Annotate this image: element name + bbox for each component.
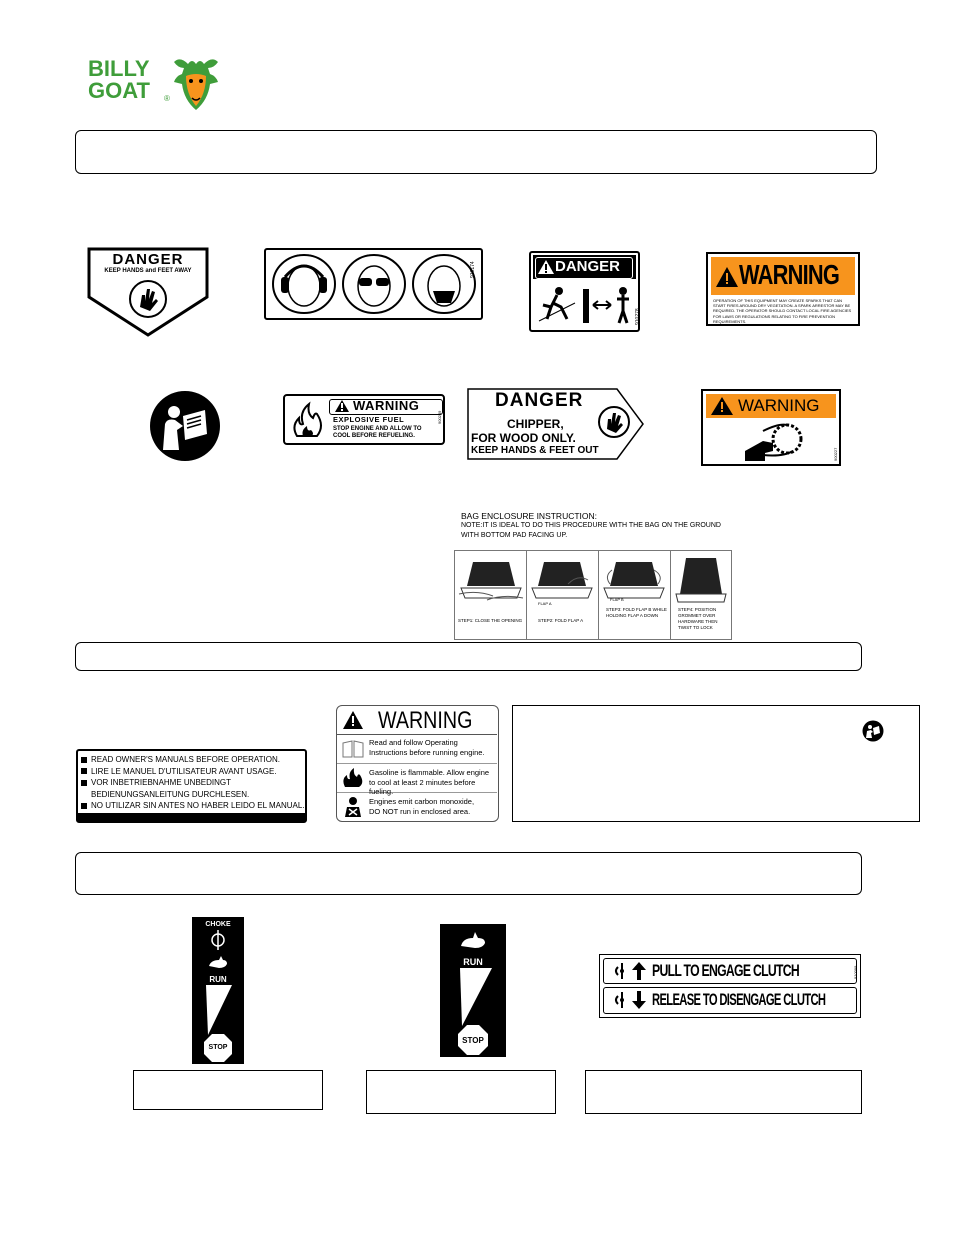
- clutch-lever-icon: [612, 990, 628, 1010]
- warning-fuel-line1: EXPLOSIVE FUEL: [333, 415, 405, 424]
- goat-head-icon: [170, 54, 222, 114]
- person-falling-icon: [537, 285, 577, 325]
- danger-chipper-line2: FOR WOOD ONLY.: [471, 431, 576, 445]
- eye-protection-icon: [341, 253, 407, 315]
- bag-step-3-caption: STEP3: FOLD FLAP B WHILE HOLDING FLAP A DOWN: [606, 607, 667, 618]
- warning-fuel-title: WARNING: [353, 398, 420, 413]
- throttle-label-1: [192, 917, 244, 1064]
- warning-chain-title: WARNING: [738, 396, 820, 415]
- read-manuals-footer-bar: [78, 813, 305, 821]
- read-manuals-lines: [81, 754, 303, 812]
- clutch-label: [599, 954, 861, 1018]
- bag-instruction-title: BAG ENCLOSURE INSTRUCTION:: [461, 511, 598, 521]
- billy-goat-logo: [88, 58, 228, 114]
- bag-step-2: [526, 551, 599, 639]
- clutch-lever-icon: [612, 961, 628, 981]
- carbon-monoxide-icon: [341, 795, 365, 819]
- engine-warning-title: WARNING: [378, 707, 473, 734]
- warning-chain-label: [701, 389, 841, 466]
- rabbit-fast-icon: [459, 930, 487, 950]
- engine-warning-row-1: [337, 735, 497, 764]
- read-manuals-line: [81, 789, 303, 801]
- danger-hands-label: [87, 247, 209, 337]
- danger-chipper-line1: CHIPPER,: [507, 417, 564, 431]
- read-manuals-line-text: BEDIENUNGSANLEITUNG DURCHLESEN.: [91, 789, 250, 799]
- danger-distance-code: 910278: [635, 308, 641, 325]
- alert-triangle-icon: [335, 400, 349, 412]
- engine-warning-row-3-l2: DO NOT run in enclosed area.: [369, 807, 471, 816]
- clutch-disengage-text: RELEASE TO DISENGAGE CLUTCH: [652, 990, 826, 1009]
- rabbit-fast-icon: [207, 954, 229, 970]
- warning-sparks-label: [706, 252, 860, 326]
- read-manuals-line-text: READ OWNER'S MANUALS BEFORE OPERATION.: [91, 755, 280, 764]
- arrow-down-icon: [632, 991, 646, 1009]
- throttle1-run: RUN: [209, 975, 227, 984]
- warning-fuel-label: [283, 394, 445, 445]
- engine-warning-row-1-l1: Read and follow Operating: [369, 738, 458, 747]
- throttle-wedge-icon: [456, 968, 496, 1026]
- danger-distance-label: [529, 251, 640, 332]
- section-header-3: [75, 852, 862, 895]
- bag-step-2-drawing: [528, 554, 596, 604]
- bag-step-1-drawing: [457, 554, 525, 604]
- bag-step-3-flap: FLAP B: [610, 597, 624, 602]
- ear-protection-icon: [271, 253, 337, 315]
- danger-chipper-line3: KEEP HANDS & FEET OUT: [471, 445, 599, 456]
- flame-icon: [341, 767, 365, 789]
- bag-steps-panel: [454, 550, 732, 640]
- warning-sparks-title: WARNING: [739, 259, 840, 290]
- bag-step-4: [670, 551, 732, 639]
- section-header-2: [75, 642, 862, 671]
- engine-warning-row-1-l2: Instructions before running engine.: [369, 748, 485, 757]
- bag-step-1: [455, 551, 527, 639]
- alert-triangle-icon: [538, 260, 554, 274]
- bullet-square-icon: [81, 768, 87, 774]
- danger-chipper-title: DANGER: [495, 390, 584, 411]
- flame-icon: [289, 400, 325, 440]
- read-manuals-line: [81, 777, 303, 789]
- warning-fuel-line2: STOP ENGINE AND ALLOW TO: [333, 426, 422, 432]
- read-manuals-line: [81, 754, 303, 766]
- clutch-engage-row: [603, 958, 857, 984]
- logo-line1: BILLY: [88, 56, 150, 81]
- engine-warning-row-2-l2: to cool at least 2 minutes before fueling.: [369, 778, 476, 796]
- hand-hazard-icon: [128, 279, 168, 319]
- read-manuals-line: [81, 766, 303, 778]
- clutch-disengage-row: [603, 987, 857, 1014]
- read-manuals-line: [81, 800, 303, 812]
- chain-entanglement-icon: [743, 421, 803, 463]
- ppe-code: 910174: [470, 261, 476, 278]
- read-manual-icon: [862, 720, 884, 742]
- alert-triangle-icon: [711, 397, 733, 415]
- hand-hazard-icon: [597, 405, 631, 439]
- throttle2-run: RUN: [463, 957, 483, 967]
- keep-distance-icon: [581, 285, 637, 325]
- read-manuals-line-text: VOR INBETRIEBNAHME UNBEDINGT: [91, 778, 232, 787]
- caption-box-1: [133, 1070, 323, 1110]
- read-manuals-line-text: NO UTILIZAR SIN ANTES NO HABER LEIDO EL MANUAL.: [91, 801, 305, 810]
- choke-icon: [208, 930, 228, 950]
- engine-warning-row-3-l1: Engines emit carbon monoxide,: [369, 797, 475, 806]
- read-manuals-label: [76, 749, 307, 823]
- engine-warning-label: [336, 705, 499, 822]
- bullet-square-icon: [81, 757, 87, 763]
- engine-warning-row-3: [337, 793, 497, 821]
- warning-sparks-text: OPERATION OF THIS EQUIPMENT MAY CREATE SPARKS THAT CAN START FIRES AROUND DRY VEGETATION. A SPARK ARRESTOR MAY BE REQUIRED. THE OPERATOR SHOULD CONTACT LOCAL FIRE AGENCIES FOR LAWS OR REGULATIONS RELATING TO FIRE PREVENTION REQUIREMENTS.: [713, 298, 852, 324]
- arrow-up-icon: [632, 962, 646, 980]
- bullet-square-icon: [81, 803, 87, 809]
- bag-step-1-caption: STEP1: CLOSE THE OPENING: [458, 618, 523, 623]
- warning-fuel-code: 900249: [437, 410, 442, 424]
- engine-warning-row-2: [337, 764, 497, 796]
- danger-hands-sub: KEEP HANDS and FEET AWAY: [104, 268, 192, 274]
- danger-hands-title: DANGER: [112, 251, 184, 268]
- empty-text-box: [512, 705, 920, 822]
- bag-step-2-caption: STEP2: FOLD FLAP A: [538, 618, 584, 623]
- section-header-1: [75, 130, 877, 174]
- throttle1-stop: STOP: [208, 1044, 228, 1051]
- read-manuals-line-text: LIRE LE MANUEL D'UTILISATEUR AVANT USAGE.: [91, 766, 277, 776]
- alert-triangle-icon: [716, 267, 738, 287]
- bag-step-2-flap: FLAP A: [538, 601, 552, 606]
- bag-step-4-drawing: [672, 554, 730, 608]
- engine-warning-row-2-l1: Gasoline is flammable. Allow engine: [369, 768, 490, 777]
- bag-instruction-note2: WITH BOTTOM PAD FACING UP.: [461, 532, 568, 539]
- caption-box-2: [366, 1070, 556, 1114]
- respirator-icon: [411, 253, 477, 315]
- danger-chipper-label: [467, 387, 645, 461]
- bag-step-4-caption: STEP4: POSITION GROMMET OVER HARDWARE THEN TWIST TO LOCK: [678, 607, 718, 630]
- warning-chain-code: 900227: [833, 447, 838, 461]
- bag-step-3: [598, 551, 671, 639]
- logo-registered: ®: [164, 94, 170, 103]
- bag-instruction-note1: NOTE:IT IS IDEAL TO DO THIS PROCEDURE WITH THE BAG ON THE GROUND: [461, 522, 721, 529]
- alert-triangle-icon: [343, 711, 363, 729]
- throttle2-stop: STOP: [462, 1036, 484, 1045]
- throttle-label-2: [440, 924, 506, 1057]
- warning-fuel-line3: COOL BEFORE REFUELING.: [333, 433, 415, 439]
- bullet-square-icon: [81, 780, 87, 786]
- caption-box-3: [585, 1070, 862, 1114]
- read-manual-icon: [149, 390, 221, 462]
- throttle1-choke: CHOKE: [205, 921, 231, 928]
- ppe-label: [264, 248, 483, 320]
- book-icon: [341, 739, 365, 759]
- clutch-code: 910099: [853, 965, 858, 979]
- throttle-wedge-icon: [204, 985, 234, 1035]
- danger-distance-title: DANGER: [555, 258, 621, 275]
- clutch-engage-text: PULL TO ENGAGE CLUTCH: [652, 961, 799, 980]
- logo-line2: GOAT: [88, 78, 150, 103]
